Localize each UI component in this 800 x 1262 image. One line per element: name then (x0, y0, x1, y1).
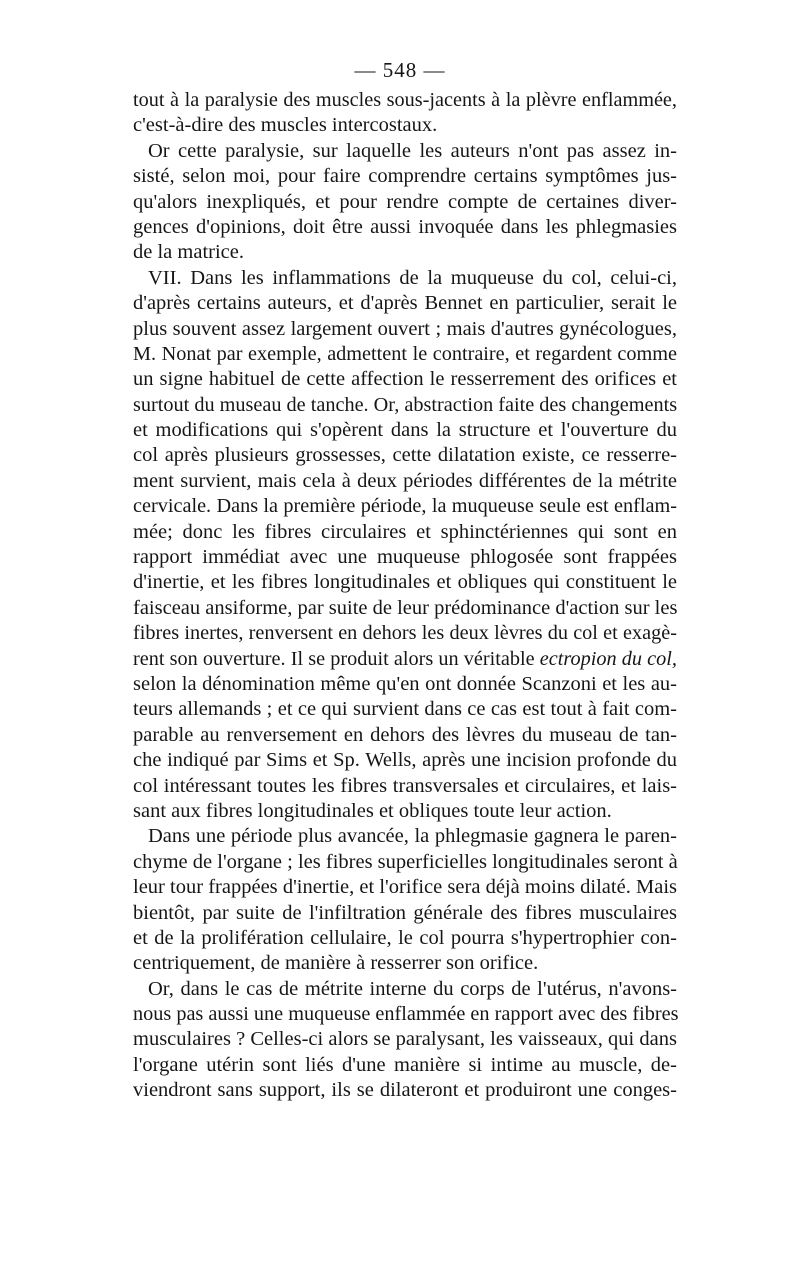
text-segment: rent son ouverture. Il se produit alors un véritable (133, 647, 540, 670)
text-line: leur tour frappées d'inertie, et l'orifice sera déjà moins dilaté. Mais (133, 876, 677, 899)
text-line: nous pas aussi une muqueuse enflammée en rapport avec des fibres (133, 1003, 679, 1026)
body-text (133, 88, 677, 1104)
text-line: mée; donc les fibres circulaires et sphinctériennes qui sont en (133, 520, 677, 543)
text-line: teurs allemands ; et ce qui survient dans ce cas est tout à fait com- (133, 698, 677, 721)
text-line: faisceau ansiforme, par suite de leur prédominance d'action sur les (133, 596, 678, 619)
text-line: et modifications qui s'opèrent dans la structure et l'ouverture du (133, 419, 677, 442)
text-line: d'inertie, et les fibres longitudinales et obliques qui constituent le (133, 571, 677, 594)
text-line: Or cette paralysie, sur laquelle les auteurs n'ont pas assez in- (148, 139, 677, 162)
text-line: l'organe utérin sont liés d'une manière si intime au muscle, de- (133, 1053, 677, 1076)
text-line: de la matrice. (133, 241, 244, 264)
text-line: c'est-à-dire des muscles intercostaux. (133, 114, 438, 137)
text-line: rapport immédiat avec une muqueuse phlogosée sont frappées (133, 546, 677, 569)
text-line: qu'alors inexpliqués, et pour rendre compte de certaines diver- (133, 190, 677, 213)
page-number: — 548 — (354, 58, 446, 82)
text-line: et de la prolifération cellulaire, le col pourra s'hypertrophier con- (133, 926, 677, 949)
text-line: cervicale. Dans la première période, la muqueuse seule est enflam- (133, 495, 677, 518)
text-line: M. Nonat par exemple, admettent le contraire, et regardent comme (133, 342, 677, 365)
text-line: col après plusieurs grossesses, cette dilatation existe, ce resserre- (133, 444, 677, 467)
text-line: fibres inertes, renversent en dehors les deux lèvres du col et exagè- (133, 622, 677, 645)
text-line: Or, dans le cas de métrite interne du corps de l'utérus, n'avons- (148, 977, 677, 1000)
text-line: bientôt, par suite de l'infiltration générale des fibres musculaires (133, 901, 677, 924)
text-line: musculaires ? Celles-ci alors se paralysant, les vaisseaux, qui dans (133, 1028, 677, 1051)
text-line: ment survient, mais cela à deux périodes différentes de la métrite (133, 469, 677, 492)
text-line: tout à la paralysie des muscles sous-jacents à la plèvre enflammée, (133, 89, 677, 111)
text-line: VII. Dans les inflammations de la muqueuse du col, celui-ci, (148, 266, 677, 289)
text-line: Dans une période plus avancée, la phlegmasie gagnera le paren- (148, 825, 677, 848)
text-line: d'après certains auteurs, et d'après Bennet en particulier, serait le (133, 292, 677, 315)
text-line: un signe habituel de cette affection le resserrement des orifices et (133, 368, 677, 391)
text-line: che indiqué par Sims et Sp. Wells, après une incision profonde du (133, 749, 677, 772)
text-line: centriquement, de manière à resserrer son orifice. (133, 952, 539, 975)
text-line: sisté, selon moi, pour faire comprendre certains symptômes jus- (133, 165, 677, 188)
text-line: chyme de l'organe ; les fibres superficielles longitudinales seront à (133, 850, 678, 873)
italic-term: ectropion du col, (539, 647, 677, 670)
text-line: col intéressant toutes les fibres transversales et circulaires, et lais- (133, 774, 677, 797)
text-line: gences d'opinions, doit être aussi invoquée dans les phlegmasies (133, 215, 677, 238)
text-line: viendront sans support, ils se dilateront et produiront une conges- (133, 1079, 677, 1102)
text-line: plus souvent assez largement ouvert ; mais d'autres gynécologues, (133, 317, 677, 340)
text-line: parable au renversement en dehors des lèvres du museau de tan- (133, 723, 677, 746)
text-line: selon la dénomination même qu'en ont donnée Scanzoni et les au- (133, 672, 677, 695)
text-line: sant aux fibres longitudinales et obliques toute leur action. (133, 799, 612, 822)
text-line: surtout du museau de tanche. Or, abstraction faite des changements (133, 393, 678, 416)
text-line (133, 647, 677, 672)
